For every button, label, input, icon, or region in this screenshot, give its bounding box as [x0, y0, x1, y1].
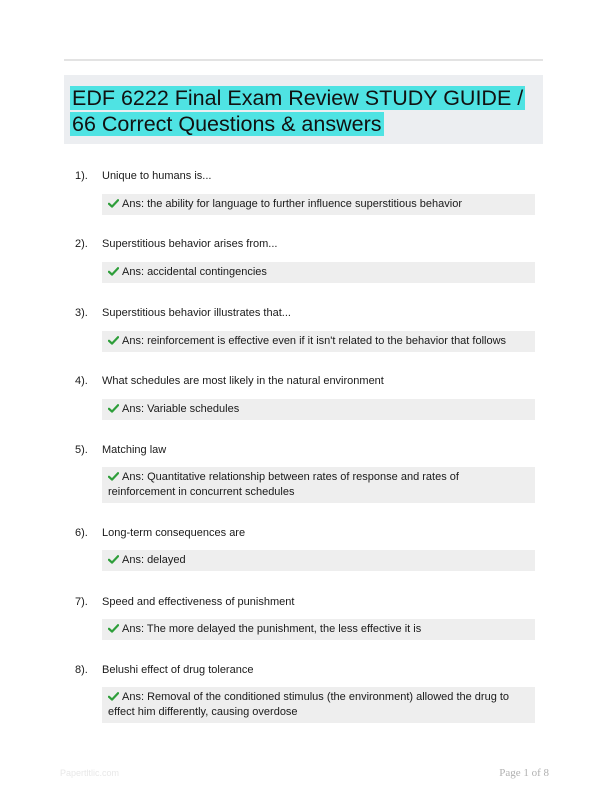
check-icon [108, 472, 119, 481]
document-title: EDF 6222 Final Exam Review STUDY GUIDE / 66 Correct Questions & answers [72, 86, 524, 136]
question-number: 8). [75, 664, 88, 676]
question-text: What schedules are most likely in the natural environment [102, 375, 384, 387]
check-icon [108, 336, 119, 345]
answer-text: Ans: the ability for language to further influence superstitious behavior [122, 198, 462, 210]
question-number: 5). [75, 444, 88, 456]
answer-box [102, 467, 535, 503]
question-text: Unique to humans is... [102, 170, 212, 182]
answer-text: Ans: Removal of the conditioned stimulus (the environment) allowed the drug to effect him differently, causing overdose [108, 691, 510, 718]
answer-box [102, 262, 535, 283]
answer-box [102, 619, 535, 640]
answer-box [102, 550, 535, 571]
answer-text: Ans: delayed [122, 554, 186, 566]
answer-box [102, 399, 535, 420]
answer-box [102, 331, 535, 352]
question-text: Belushi effect of drug tolerance [102, 664, 254, 676]
answer-text: Ans: The more delayed the punishment, the less effective it is [122, 623, 422, 635]
question-number: 1). [75, 170, 88, 182]
question-text: Long-term consequences are [102, 527, 246, 539]
question-number: 4). [75, 375, 88, 387]
check-icon [108, 624, 119, 633]
question-text: Superstitious behavior arises from... [102, 238, 278, 250]
question-text: Speed and effectiveness of punishment [102, 596, 295, 608]
question-number: 3). [75, 307, 88, 319]
question-text: Superstitious behavior illustrates that... [102, 307, 291, 319]
check-icon [108, 199, 119, 208]
answer-box [102, 687, 535, 723]
check-icon [108, 267, 119, 276]
answer-text: Ans: Variable schedules [122, 403, 240, 415]
answer-box [102, 194, 535, 215]
question-number: 7). [75, 596, 88, 608]
answer-text: Ans: accidental contingencies [122, 266, 267, 278]
answer-text: Ans: Quantitative relationship between rates of response and rates of reinforcement in concurrent schedules [108, 471, 459, 498]
watermark-text: Papertltlic.com [60, 768, 120, 778]
check-icon [108, 555, 119, 564]
question-number: 6). [75, 527, 88, 539]
check-icon [108, 404, 119, 413]
check-icon [108, 692, 119, 701]
page-number: Page 1 of 8 [499, 767, 549, 779]
header-divider [64, 59, 543, 61]
answer-text: Ans: reinforcement is effective even if it isn't related to the behavior that follows [122, 335, 507, 347]
question-text: Matching law [102, 444, 167, 456]
question-number: 2). [75, 238, 88, 250]
